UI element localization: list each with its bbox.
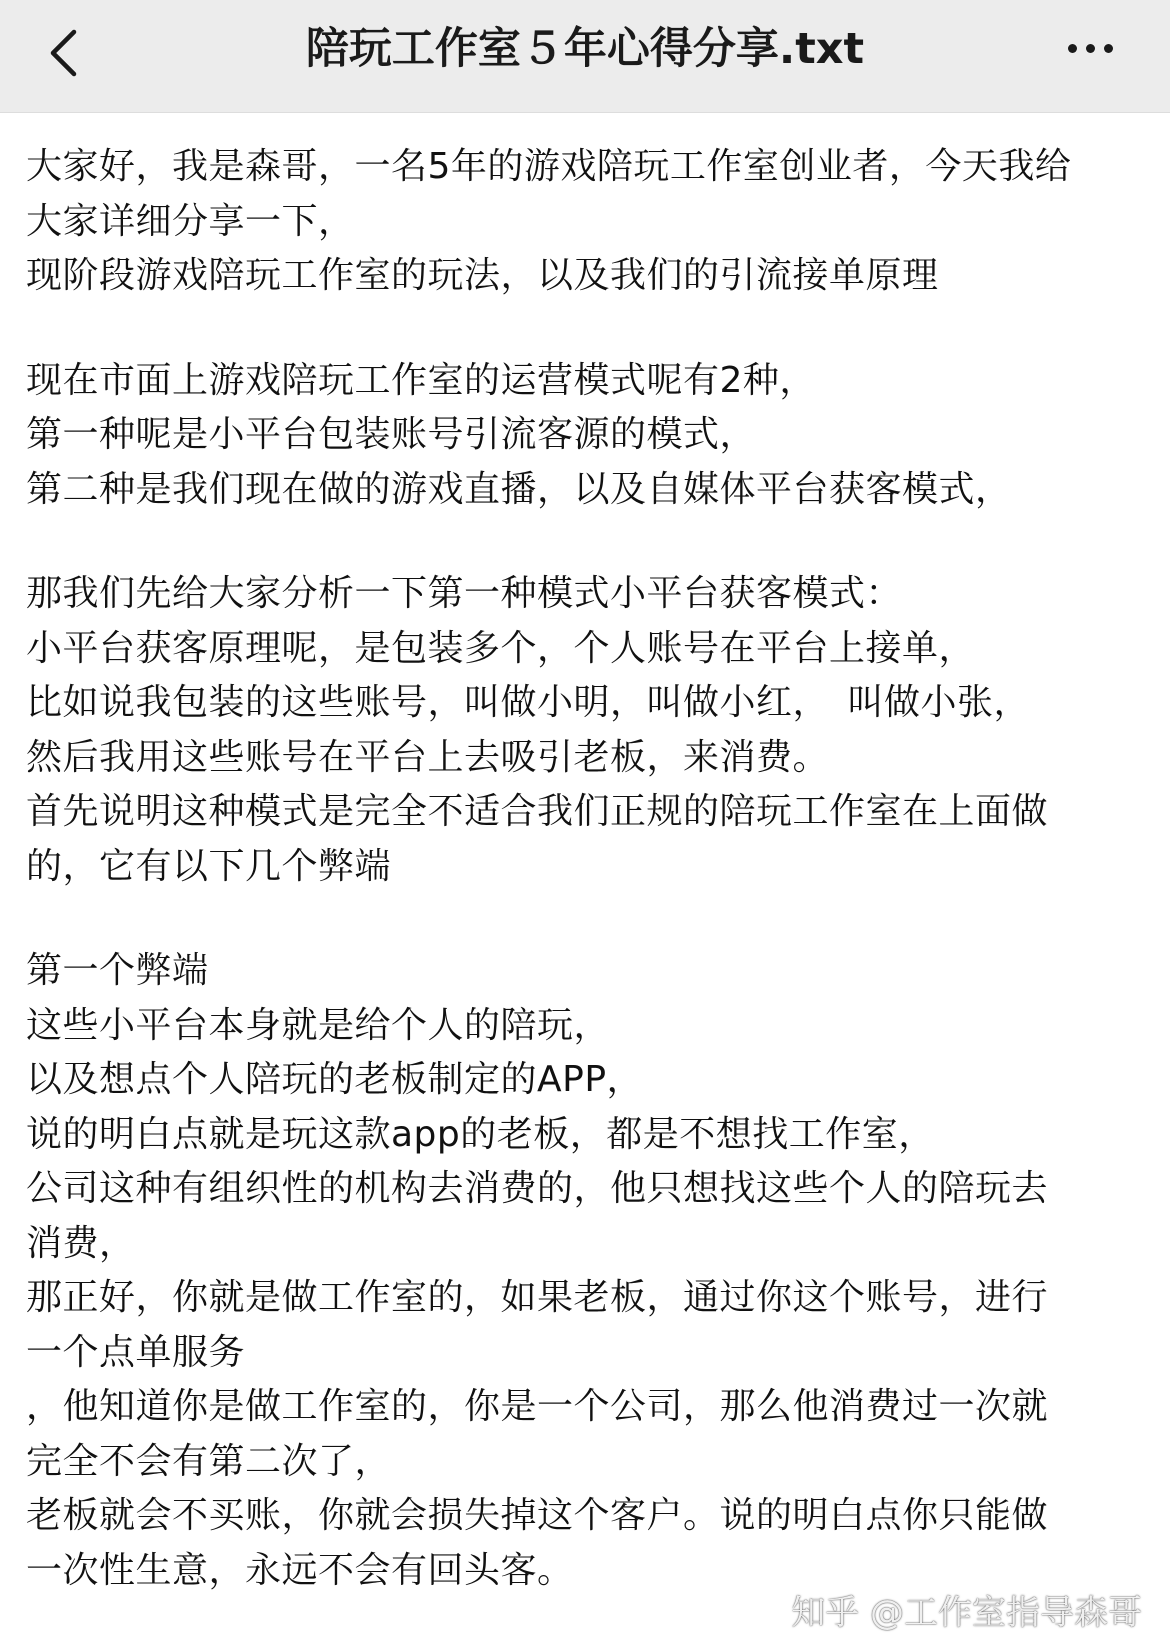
- paragraph: [26, 140, 1156, 304]
- text-line: 然后我用这些账号在平台上去吸引老板，来消费。: [26, 736, 830, 778]
- text-line: 第一种呢是小平台包装账号引流客源的模式，: [26, 414, 757, 455]
- text-line: 现在市面上游戏陪玩工作室的运营模式呢有2种，: [26, 359, 816, 401]
- text-line: 完全不会有第二次了，: [26, 1440, 392, 1482]
- watermark: 知乎 @工作室指导森哥: [791, 1593, 1142, 1633]
- top-navigation-bar: [0, 0, 1170, 113]
- paragraph: [26, 944, 1156, 1598]
- paragraph: [26, 354, 1156, 518]
- paragraph: [26, 567, 1156, 894]
- text-line: 一次性生意，永远不会有回头客。: [26, 1549, 574, 1591]
- text-line: 小平台获客原理呢，是包装多个，个人账号在平台上接单，: [26, 627, 976, 669]
- more-horizontal-icon: [1068, 44, 1077, 53]
- text-line: 说的明白点就是玩这款app的老板，都是不想找工作室，: [26, 1113, 935, 1155]
- text-line: 第一个弊端: [26, 950, 209, 991]
- text-line: 公司这种有组织性的机构去消费的，他只想找这些个人的陪玩去: [26, 1168, 1049, 1209]
- text-line: 比如说我包装的这些账号，叫做小明，叫做小红， 叫做小张，: [26, 682, 1031, 723]
- text-line: 一个点单服务: [26, 1331, 246, 1373]
- text-line: 第二种是我们现在做的游戏直播，以及自媒体平台获客模式，: [26, 468, 1012, 510]
- text-line: 那我们先给大家分析一下第一种模式小平台获客模式：: [26, 573, 903, 614]
- text-line: ，他知道你是做工作室的，你是一个公司，那么他消费过一次就: [26, 1386, 1049, 1427]
- text-line: 老板就会不买账，你就会损失掉这个客户。说的明白点你只能做: [26, 1495, 1049, 1536]
- text-file-content: [26, 140, 1156, 1648]
- text-line: 那正好，你就是做工作室的，如果老板，通过你这个账号，进行: [26, 1277, 1049, 1318]
- text-line: 以及想点个人陪玩的老板制定的APP，: [26, 1059, 644, 1100]
- file-title: 陪玩工作室５年心得分享.txt: [305, 24, 865, 74]
- chevron-left-icon: [48, 28, 78, 78]
- more-icon-dot: [1086, 44, 1095, 53]
- text-line: 现阶段游戏陪玩工作室的玩法，以及我们的引流接单原理: [26, 255, 939, 296]
- text-line: 这些小平台本身就是给个人的陪玩，: [26, 1004, 611, 1046]
- text-line: 的，它有以下几个弊端: [26, 845, 392, 887]
- text-line: 大家好，我是森哥，一名5年的游戏陪玩工作室创业者，今天我给: [26, 146, 1072, 187]
- more-options-button[interactable]: [1052, 28, 1128, 68]
- more-icon-dot: [1104, 44, 1113, 53]
- text-line: 首先说明这种模式是完全不适合我们正规的陪玩工作室在上面做: [26, 791, 1049, 832]
- text-line: 消费，: [26, 1222, 136, 1264]
- back-button[interactable]: [40, 22, 86, 84]
- text-line: 大家详细分享一下，: [26, 200, 355, 242]
